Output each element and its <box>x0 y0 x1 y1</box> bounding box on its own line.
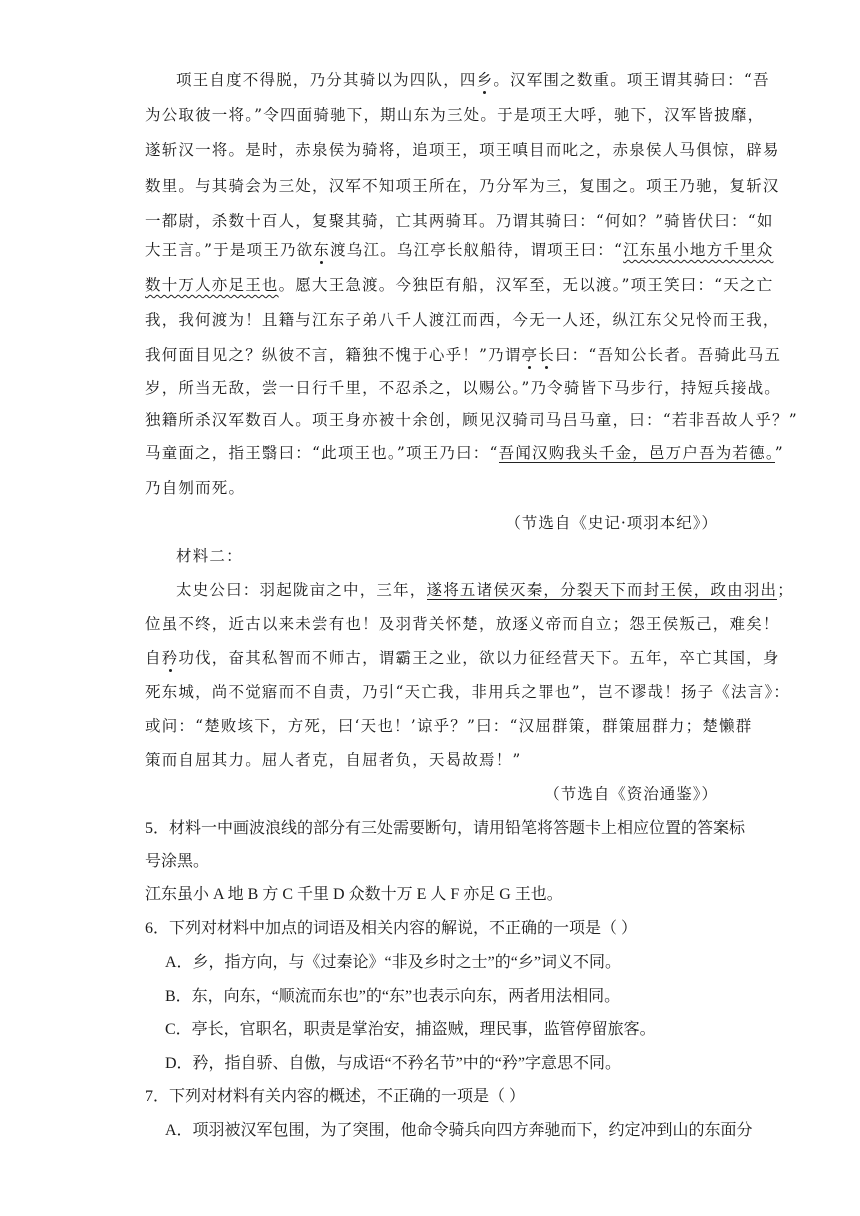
question-6-option-d[interactable]: D．矜，指自骄、自傲，与成语“不矜名节”中的“矜”字意思不同。 <box>165 1055 621 1072</box>
dotted-char: 长 <box>538 346 555 364</box>
passage1-line: 数里。与其骑会为三处，汉军不知项王所在，乃分军为三，复围之。项王乃驰，复斩汉 <box>145 177 780 195</box>
question-5-stem: 5．材料一中画波浪线的部分有三处需要断句，请用铅笔将答题卡上相应位置的答案标 <box>145 820 746 837</box>
passage1-line: 我，我何渡为！且籍与江东子弟八千人渡江而西，今无一人还，纵江东父兄怜而王我， <box>145 311 780 329</box>
passage2-line: 或问：“楚败垓下，方死，曰‘天也！’谅乎？”曰：“汉屈群策，群策屈群力；楚懒群 <box>145 717 753 735</box>
question-5-answer-line[interactable]: 江东虽小 A 地 B 方 C 千里 D 众数十万 E 人 F 亦足 G 王也。 <box>145 886 563 903</box>
passage1-line: 遂斩汉一将。是时，赤泉侯为骑将，追项王，项王嗔目而叱之，赤泉侯人马俱惊，辟易 <box>145 141 780 159</box>
question-6-option-b[interactable]: B．东，向东，“顺流而东也”的“东”也表示向东，两者用法相同。 <box>165 988 621 1005</box>
question-6-option-c[interactable]: C．亭长，官职名，职责是掌治安，捕盗贼，理民事，监管停留旅客。 <box>165 1021 656 1038</box>
passage1-line: 乃自刎而死。 <box>145 479 246 497</box>
question-7-option-a[interactable]: A．项羽被汉军包围，为了突围，他命令骑兵向四方奔驰而下，约定冲到山的东面分 <box>165 1122 753 1139</box>
passage2-line: 太史公曰：羽起陇亩之中，三年，遂将五诸侯灭秦，分裂天下而封王侯，政由羽出； <box>176 581 794 599</box>
passage1-line: 为公取彼一将。”令四面骑驰下，期山东为三处。于是项王大呼，驰下，汉军皆披靡， <box>145 106 765 124</box>
passage2-line: 策而自屈其力。屈人者克，自屈者负，天曷故焉！” <box>145 751 522 769</box>
dotted-char: 乡 <box>476 71 494 89</box>
passage2-line: 位虽不终，近古以来未尝有也！及羽背关怀楚，放逐义帝而自立；怨王侯叛己，难矣！ <box>145 615 780 633</box>
underlined-sentence: 吾闻汉购我头千金，邑万户吾为若德。 <box>498 444 775 462</box>
source-citation: （节选自《史记·项羽本纪》） <box>505 514 718 532</box>
passage2-line: 死东城，尚不觉寤而不自责，乃引“天亡我，非用兵之罪也”，岂不谬哉！扬子《法言》： <box>145 683 791 701</box>
question-6-option-a[interactable]: A．乡，指方向，与《过秦论》“非及乡时之士”的“乡”词义不同。 <box>165 954 621 971</box>
question-6-stem: 6．下列对材料中加点的词语及相关内容的解说，不正确的一项是（ ） <box>145 920 638 937</box>
passage1-line: 岁，所当无敌，尝一日行千里，不忍杀之，以赐公。”乃令骑皆下马步行，持短兵接战。 <box>145 379 781 397</box>
dotted-char: 东 <box>313 241 331 259</box>
passage1-line: 我何面目见之？纵彼不言，籍独不愧于心乎！”乃谓亭长曰：“吾知公长者。吾骑此马五 <box>145 346 782 364</box>
passage1-line: 数十万人亦足王也。愿大王急渡。今独臣有船，汉军至，无以渡。”项王笑曰：“天之亡 <box>145 276 774 294</box>
material-heading: 材料二： <box>176 547 243 565</box>
underlined-sentence: 遂将五诸侯灭秦，分裂天下而封王侯，政由羽出 <box>426 581 778 599</box>
passage1-line: 一都尉，杀数十百人，复聚其骑，亡其两骑耳。乃谓其骑曰：“何如？”骑皆伏曰：“如 <box>145 212 774 230</box>
question-5-stem: 号涂黑。 <box>145 853 210 870</box>
question-7-stem: 7．下列对材料有关内容的概述，不正确的一项是（ ） <box>145 1088 526 1105</box>
passage2-line: 自矜功伐，奋其私智而不师古，谓霸王之业，欲以力征经营天下。五年，卒亡其国，身 <box>145 649 780 667</box>
wavy-underlined-text: 数十万人亦足王也 <box>145 276 279 294</box>
passage1-line: 独籍所杀汉军数百人。项王身亦被十余创，顾见汉骑司马吕马童，曰：“若非吾故人乎？” <box>145 411 798 429</box>
passage1-line: 马童面之，指王翳曰：“此项王也。”项王乃曰：“吾闻汉购我头千金，邑万户吾为若德。” <box>145 444 784 462</box>
dotted-char: 矜 <box>161 649 179 667</box>
source-citation: （节选自《资治通鉴》） <box>544 785 718 803</box>
passage1-line: 大王言。”于是项王乃欲东渡乌江。乌江亭长舣船待，谓项王曰：“江东虽小地方千里众 <box>145 241 774 259</box>
wavy-underlined-text: 江东虽小地方千里众 <box>623 241 774 259</box>
dotted-char: 亭 <box>521 346 539 364</box>
passage1-line: 项王自度不得脱，乃分其骑以为四队，四乡。汉军围之数重。项王谓其骑曰：“吾 <box>176 71 770 89</box>
